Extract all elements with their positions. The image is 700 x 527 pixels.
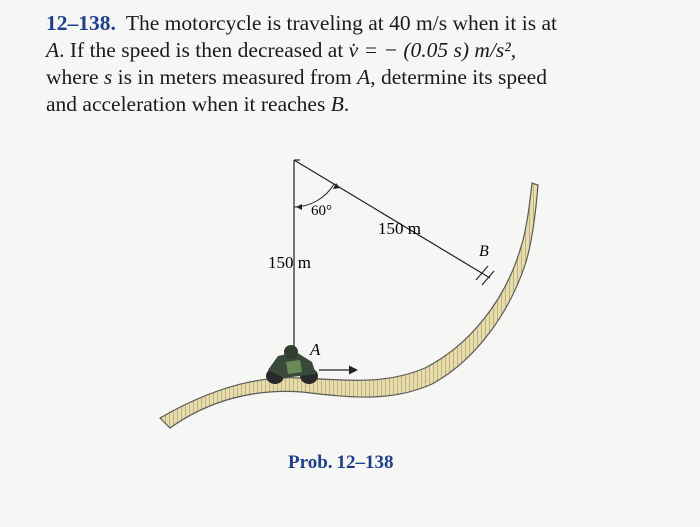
angle-arrow-left bbox=[296, 204, 302, 210]
problem-text-3b: is in meters measured from bbox=[117, 65, 352, 89]
point-b-ref: B bbox=[330, 92, 344, 116]
angle-label: 60° bbox=[311, 203, 332, 219]
caption-prefix: Prob. bbox=[288, 452, 333, 473]
road-surface bbox=[160, 183, 538, 428]
deceleration-equation: v̇ = − (0.05 s) m/s², bbox=[348, 38, 517, 62]
point-a-ref-2: A bbox=[357, 65, 371, 89]
problem-text-1: The motorcycle is traveling at 40 m/s when it is at bbox=[125, 11, 557, 35]
problem-number: 12–138. bbox=[46, 11, 116, 35]
problem-text-2: . If the speed is then decreased at bbox=[59, 38, 344, 62]
slant-radius-label: 150 m bbox=[378, 219, 421, 238]
vertical-radius-label: 150 m bbox=[268, 253, 311, 272]
point-a-ref: A bbox=[46, 38, 60, 62]
point-a-label: A bbox=[310, 340, 321, 359]
problem-text-3a: where bbox=[46, 65, 99, 89]
problem-text-4a: and acceleration when it reaches bbox=[46, 92, 326, 116]
figure-caption bbox=[288, 452, 394, 474]
b-tick-1 bbox=[476, 266, 488, 280]
problem-text-4b: . bbox=[343, 92, 350, 116]
b-tick-2 bbox=[482, 271, 494, 285]
velocity-arrow-head bbox=[349, 366, 358, 375]
point-b-label: B bbox=[479, 243, 489, 260]
caption-number: 12–138 bbox=[336, 452, 394, 473]
var-s: s bbox=[103, 65, 113, 89]
problem-text-3c: , determine its speed bbox=[370, 65, 547, 89]
